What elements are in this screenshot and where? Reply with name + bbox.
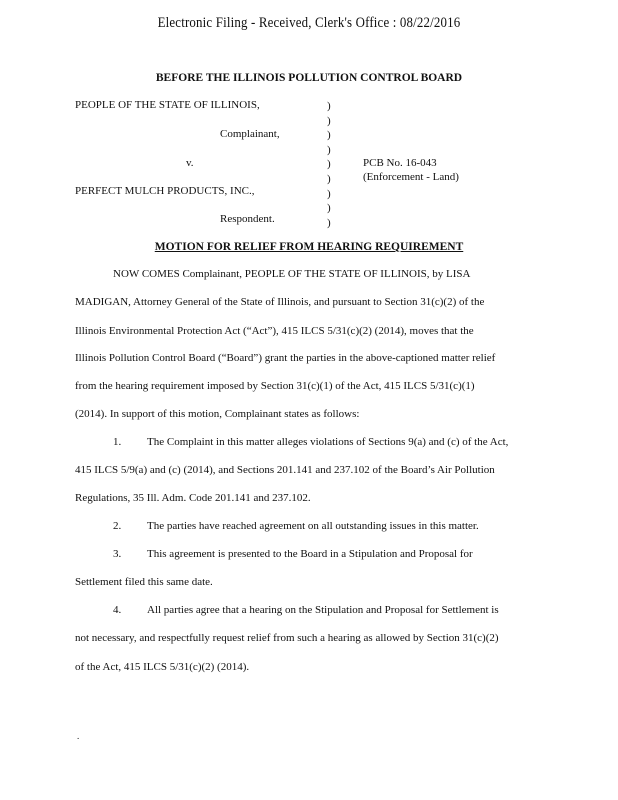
- item-text: 415 ILCS 5/9(a) and (c) (2014), and Sections 201.141 and 237.102 of the Board’s Air Pollution: [75, 464, 495, 476]
- case-type: (Enforcement - Land): [363, 171, 459, 183]
- item-text: Settlement filed this same date.: [75, 576, 213, 588]
- intro-line: from the hearing requirement imposed by Section 31(c)(1) of the Act, 415 ILCS 5/31(c)(1): [75, 380, 475, 392]
- caption-people: PEOPLE OF THE STATE OF ILLINOIS,: [75, 99, 260, 111]
- item-text: The Complaint in this matter alleges violations of Sections 9(a) and (c) of the Act,: [147, 436, 509, 448]
- intro-line: NOW COMES Complainant, PEOPLE OF THE STATE OF ILLINOIS, by LISA: [113, 268, 471, 280]
- item-text: The parties have reached agreement on all outstanding issues in this matter.: [147, 520, 479, 532]
- intro-line: MADIGAN, Attorney General of the State of Illinois, and pursuant to Section 31(c)(2) of the: [75, 296, 485, 308]
- case-number: PCB No. 16-043: [363, 157, 437, 169]
- item-text: This agreement is presented to the Board in a Stipulation and Proposal for: [147, 548, 473, 560]
- caption-versus: v.: [186, 157, 194, 169]
- intro-line: Illinois Environmental Protection Act (“Act”), 415 ILCS 5/31(c)(2) (2014), moves that the: [75, 325, 474, 337]
- caption-respondent: Respondent.: [220, 213, 275, 225]
- item-number: 2.: [113, 520, 122, 532]
- footer-mark: .: [77, 731, 80, 741]
- item-number: 4.: [113, 604, 122, 616]
- intro-line: Illinois Pollution Control Board (“Board”) grant the parties in the above-captioned matter relief: [75, 352, 496, 364]
- caption-defendant: PERFECT MULCH PRODUCTS, INC.,: [75, 185, 255, 197]
- item-text: All parties agree that a hearing on the Stipulation and Proposal for Settlement is: [147, 604, 499, 616]
- caption-parentheses: ) ) ) ) ) ) ) ) ): [327, 100, 331, 229]
- motion-title: MOTION FOR RELIEF FROM HEARING REQUIREMENT: [154, 241, 464, 253]
- board-heading: BEFORE THE ILLINOIS POLLUTION CONTROL BOARD: [155, 72, 463, 84]
- item-number: 3.: [113, 548, 122, 560]
- item-text: Regulations, 35 Ill. Adm. Code 201.141 and 237.102.: [75, 492, 311, 504]
- intro-line: (2014). In support of this motion, Complainant states as follows:: [75, 408, 360, 420]
- caption-complainant: Complainant,: [220, 128, 280, 140]
- item-text: of the Act, 415 ILCS 5/31(c)(2) (2014).: [75, 661, 250, 673]
- item-number: 1.: [113, 436, 122, 448]
- filing-stamp: Electronic Filing - Received, Clerk's Office : 08/22/2016: [157, 15, 461, 31]
- item-text: not necessary, and respectfully request relief from such a hearing as allowed by Section 31(c)(2): [75, 632, 499, 644]
